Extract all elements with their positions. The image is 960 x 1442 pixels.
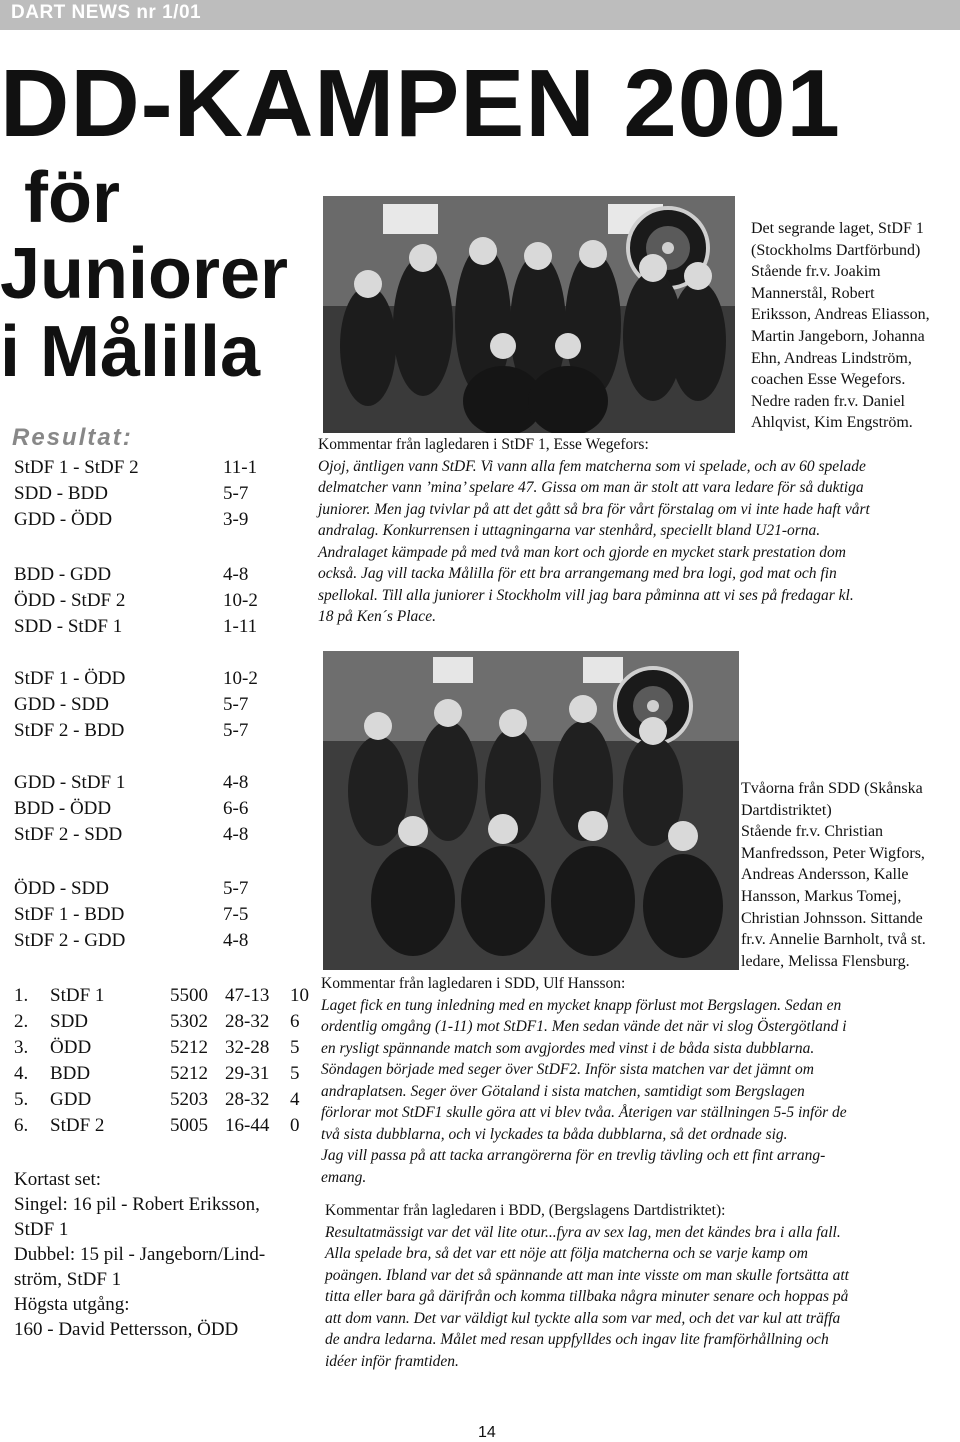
- comment-stdf1: [318, 434, 958, 628]
- match-score: 5-7: [223, 694, 249, 715]
- caption-line: Tvåorna från SDD (Skånska: [741, 780, 923, 797]
- comment-line: Jag vill passa på att tacka arrangörerna för en trevlig tävling och ett fint arrang-: [321, 1147, 826, 1164]
- subtitle-line-1: för: [24, 158, 120, 238]
- match-teams: StDF 1 - ÖDD: [14, 668, 126, 689]
- standings-row: [14, 1035, 314, 1061]
- caption-line: ledare, Melissa Flensburg.: [741, 952, 910, 970]
- comment-line: också. Jag vill tacka Målilla för ett bra arrangemang med bra logi, god mat och fin: [318, 565, 837, 582]
- caption-line: Andreas Andersson, Kalle: [741, 866, 909, 884]
- photo-caption-stdf1: [751, 218, 957, 434]
- match-teams: ÖDD - SDD: [14, 878, 109, 899]
- team-photo-image: [323, 196, 735, 433]
- standing-rank: 6.: [14, 1115, 29, 1136]
- match-teams: SDD - StDF 1: [14, 616, 123, 637]
- caption-line: fr.v. Annelie Barnholt, två st.: [741, 931, 926, 949]
- standing-team: ÖDD: [50, 1037, 92, 1058]
- standing-rank: 2.: [14, 1011, 29, 1032]
- caption-line: Nedre raden fr.v. Daniel: [751, 392, 905, 410]
- match-score: 5-7: [223, 878, 249, 899]
- match-teams: StDF 1 - BDD: [14, 904, 125, 925]
- match-score: 10-2: [223, 668, 258, 689]
- standing-diff: 28-32: [225, 1011, 270, 1032]
- comment-line: idéer inför framtiden.: [325, 1352, 459, 1370]
- comment-line: en rysligt spännande match som avgjordes med vinst i de båda sista dubblarna.: [321, 1039, 815, 1057]
- caption-line: (Stockholms Dartförbund): [751, 241, 921, 259]
- comment-line: delmatcher vann ’mina’ spelare 47. Gissa om man är stolt att vara ledare för så duktiga: [318, 479, 864, 496]
- match-teams: StDF 2 - BDD: [14, 720, 125, 741]
- comment-line: poängen. Ibland var det så spännande att man inte visste om man skulle fortsätta att: [325, 1266, 849, 1284]
- comment-line: två sista dubblarna, och vi lyckades ta båda dubblarna, så det ordnade sig.: [321, 1125, 788, 1143]
- match-teams: SDD - BDD: [14, 483, 108, 504]
- match-score: 5-7: [223, 483, 249, 504]
- records-line: Singel: 16 pil - Robert Eriksson,: [14, 1194, 260, 1215]
- comment-line: Alla spelade bra, så det var ett nöje att följa matcherna och se varje kamp om: [325, 1245, 808, 1262]
- standing-diff: 32-28: [225, 1037, 270, 1058]
- match-score: 4-8: [223, 824, 249, 845]
- records-section: [14, 1167, 310, 1342]
- standing-team: StDF 1: [50, 985, 105, 1006]
- standing-diff: 28-32: [225, 1089, 270, 1110]
- match-score: 3-9: [223, 509, 249, 530]
- standing-record: 5212: [170, 1037, 208, 1058]
- newsletter-header: DART NEWS nr 1/01: [11, 2, 202, 23]
- standing-points: 10: [290, 985, 309, 1006]
- match-teams: ÖDD - StDF 2: [14, 590, 126, 611]
- match-score: 7-5: [223, 904, 249, 925]
- match-teams: GDD - StDF 1: [14, 772, 126, 793]
- comment-line: Ojoj, äntligen vann StDF. Vi vann alla fem matcherna som vi spelade, och av 60 spelade: [318, 457, 866, 475]
- comment-line: Andralaget kämpade på med två man kort och gjorde en mycket stark prestation dom: [318, 543, 846, 561]
- team-photo-stdf1: [323, 196, 735, 433]
- match-teams: GDD - SDD: [14, 694, 109, 715]
- caption-line: Det segrande laget, StDF 1: [751, 220, 924, 237]
- standing-team: SDD: [50, 1011, 89, 1032]
- standing-points: 0: [290, 1115, 300, 1136]
- match-score: 6-6: [223, 798, 249, 819]
- standing-points: 5: [290, 1063, 300, 1084]
- caption-line: Manfredsson, Peter Wigfors,: [741, 844, 925, 862]
- match-score: 4-8: [223, 930, 249, 951]
- records-line: ström, StDF 1: [14, 1269, 122, 1290]
- match-teams: BDD - GDD: [14, 564, 112, 585]
- comment-bdd: [325, 1200, 960, 1372]
- records-line: Kortast set:: [14, 1169, 102, 1190]
- comment-line: de andra ledarna. Målet med resan uppfylldes och ingav lite framförhållning och: [325, 1331, 829, 1348]
- match-score: 4-8: [223, 772, 249, 793]
- caption-line: Ahlqvist, Kim Engström.: [751, 414, 913, 432]
- caption-line: Mannerstål, Robert: [751, 284, 875, 302]
- match-score: 11-1: [223, 457, 258, 478]
- standing-rank: 3.: [14, 1037, 29, 1058]
- comment-line: emang.: [321, 1168, 367, 1186]
- subtitle-line-3: i Målilla: [0, 312, 261, 392]
- standing-record: 5203: [170, 1089, 208, 1110]
- comment-line: juniorer. Men jag tvivlar på att det gått så bra för vårt förstalag om vi inte hade haft vårt: [318, 500, 870, 518]
- standing-record: 5302: [170, 1011, 208, 1032]
- standing-team: GDD: [50, 1089, 92, 1110]
- standing-rank: 1.: [14, 985, 29, 1006]
- comment-line: Resultatmässigt var det väl lite otur...fyra av sex lag, men det kändes bra i alla fall.: [325, 1223, 841, 1241]
- standing-team: BDD: [50, 1063, 91, 1084]
- team-photo-sdd: [323, 651, 739, 970]
- caption-line: Stående fr.v. Joakim: [751, 263, 881, 281]
- records-line: 160 - David Pettersson, ÖDD: [14, 1319, 239, 1340]
- comment-line: spellokal. Till alla juniorer i Stockholm vill jag bara påminna att vi ses på fredagar kl.: [318, 586, 854, 604]
- comment-line: ordentlig omgång (1-11) mot StDF1. Men sedan vände det när vi slog Östergötland i: [321, 1018, 847, 1035]
- comment-line: att dom vann. Det var väldigt kul tyckte alla som var med, och det var kul att träffa: [325, 1309, 841, 1327]
- comment-line: 18 på Ken´s Place.: [318, 608, 436, 625]
- records-line: Dubbel: 15 pil - Jangeborn/Lind-: [14, 1244, 266, 1265]
- standings-row: [14, 1009, 314, 1035]
- comment-line: Söndagen började med seger över StDF2. Inför sista matchen var det jämnt om: [321, 1061, 814, 1078]
- caption-line: Martin Jangeborn, Johanna: [751, 327, 925, 345]
- standing-points: 5: [290, 1037, 300, 1058]
- match-score: 10-2: [223, 590, 258, 611]
- comment-line: andralag. Konkurrensen i uttagningarna var stenhård, speciellt bland U21-orna.: [318, 522, 821, 539]
- match-score: 4-8: [223, 564, 249, 585]
- photo-caption-sdd: [741, 778, 957, 972]
- standings-table: [14, 983, 314, 1139]
- standing-points: 6: [290, 1011, 300, 1032]
- comment-heading: Kommentar från lagledaren i SDD, Ulf Hansson:: [321, 975, 626, 992]
- caption-line: Hansson, Markus Tomej,: [741, 887, 902, 905]
- caption-line: Stående fr.v. Christian: [741, 823, 884, 841]
- standing-record: 5005: [170, 1115, 208, 1136]
- comment-heading: Kommentar från lagledaren i BDD, (Bergslagens Dartdistriktet):: [325, 1202, 726, 1219]
- standing-record: 5212: [170, 1063, 208, 1084]
- team-photo-image: [323, 651, 739, 970]
- standing-rank: 5.: [14, 1089, 29, 1110]
- match-teams: StDF 2 - SDD: [14, 824, 123, 845]
- caption-line: Eriksson, Andreas Eliasson,: [751, 306, 930, 324]
- comment-sdd: [321, 973, 960, 1188]
- caption-line: Dartdistriktet): [741, 801, 832, 819]
- comment-body: [325, 1222, 960, 1373]
- comment-body: [321, 995, 960, 1189]
- standing-diff: 16-44: [225, 1115, 270, 1136]
- records-line: StDF 1: [14, 1219, 69, 1240]
- comment-line: titta eller bara gå därifrån och komma tillbaka några minuter senare och hoppas på: [325, 1288, 849, 1305]
- results-heading: Resultat:: [12, 424, 133, 451]
- records-line: Högsta utgång:: [14, 1294, 130, 1315]
- standings-row: [14, 1087, 314, 1113]
- standing-diff: 47-13: [225, 985, 270, 1006]
- comment-line: Laget fick en tung inledning med en mycket knapp förlust mot Bergslagen. Sedan en: [321, 996, 842, 1014]
- page-title: DD-KAMPEN 2001: [0, 50, 841, 157]
- page-number: 14: [478, 1424, 496, 1441]
- comment-heading: Kommentar från lagledaren i StDF 1, Esse Wegefors:: [318, 436, 649, 453]
- match-teams: BDD - ÖDD: [14, 798, 112, 819]
- match-score: 5-7: [223, 720, 249, 741]
- match-teams: GDD - ÖDD: [14, 509, 113, 530]
- standing-record: 5500: [170, 985, 208, 1006]
- match-teams: StDF 2 - GDD: [14, 930, 126, 951]
- standing-diff: 29-31: [225, 1063, 270, 1084]
- comment-line: andraplatsen. Seger över Götaland i sista matchen, samtidigt som Bergslagen: [321, 1082, 805, 1100]
- standing-rank: 4.: [14, 1063, 29, 1084]
- match-score: 1-11: [223, 616, 258, 637]
- standings-row: [14, 1061, 314, 1087]
- caption-line: coachen Esse Wegefors.: [751, 371, 906, 389]
- standing-team: StDF 2: [50, 1115, 105, 1136]
- match-teams: StDF 1 - StDF 2: [14, 457, 139, 478]
- caption-line: Ehn, Andreas Lindström,: [751, 349, 912, 367]
- comment-body: [318, 456, 958, 628]
- comment-line: förlorar mot StDF1 skulle göra att vi blev tvåa. Återigen var ställningen 5-5 inför de: [321, 1104, 847, 1121]
- standings-row: [14, 1113, 314, 1139]
- standing-points: 4: [290, 1089, 300, 1110]
- caption-line: Christian Johnsson. Sittande: [741, 909, 923, 927]
- subtitle-line-2: Juniorer: [0, 234, 289, 314]
- standings-row: [14, 983, 314, 1009]
